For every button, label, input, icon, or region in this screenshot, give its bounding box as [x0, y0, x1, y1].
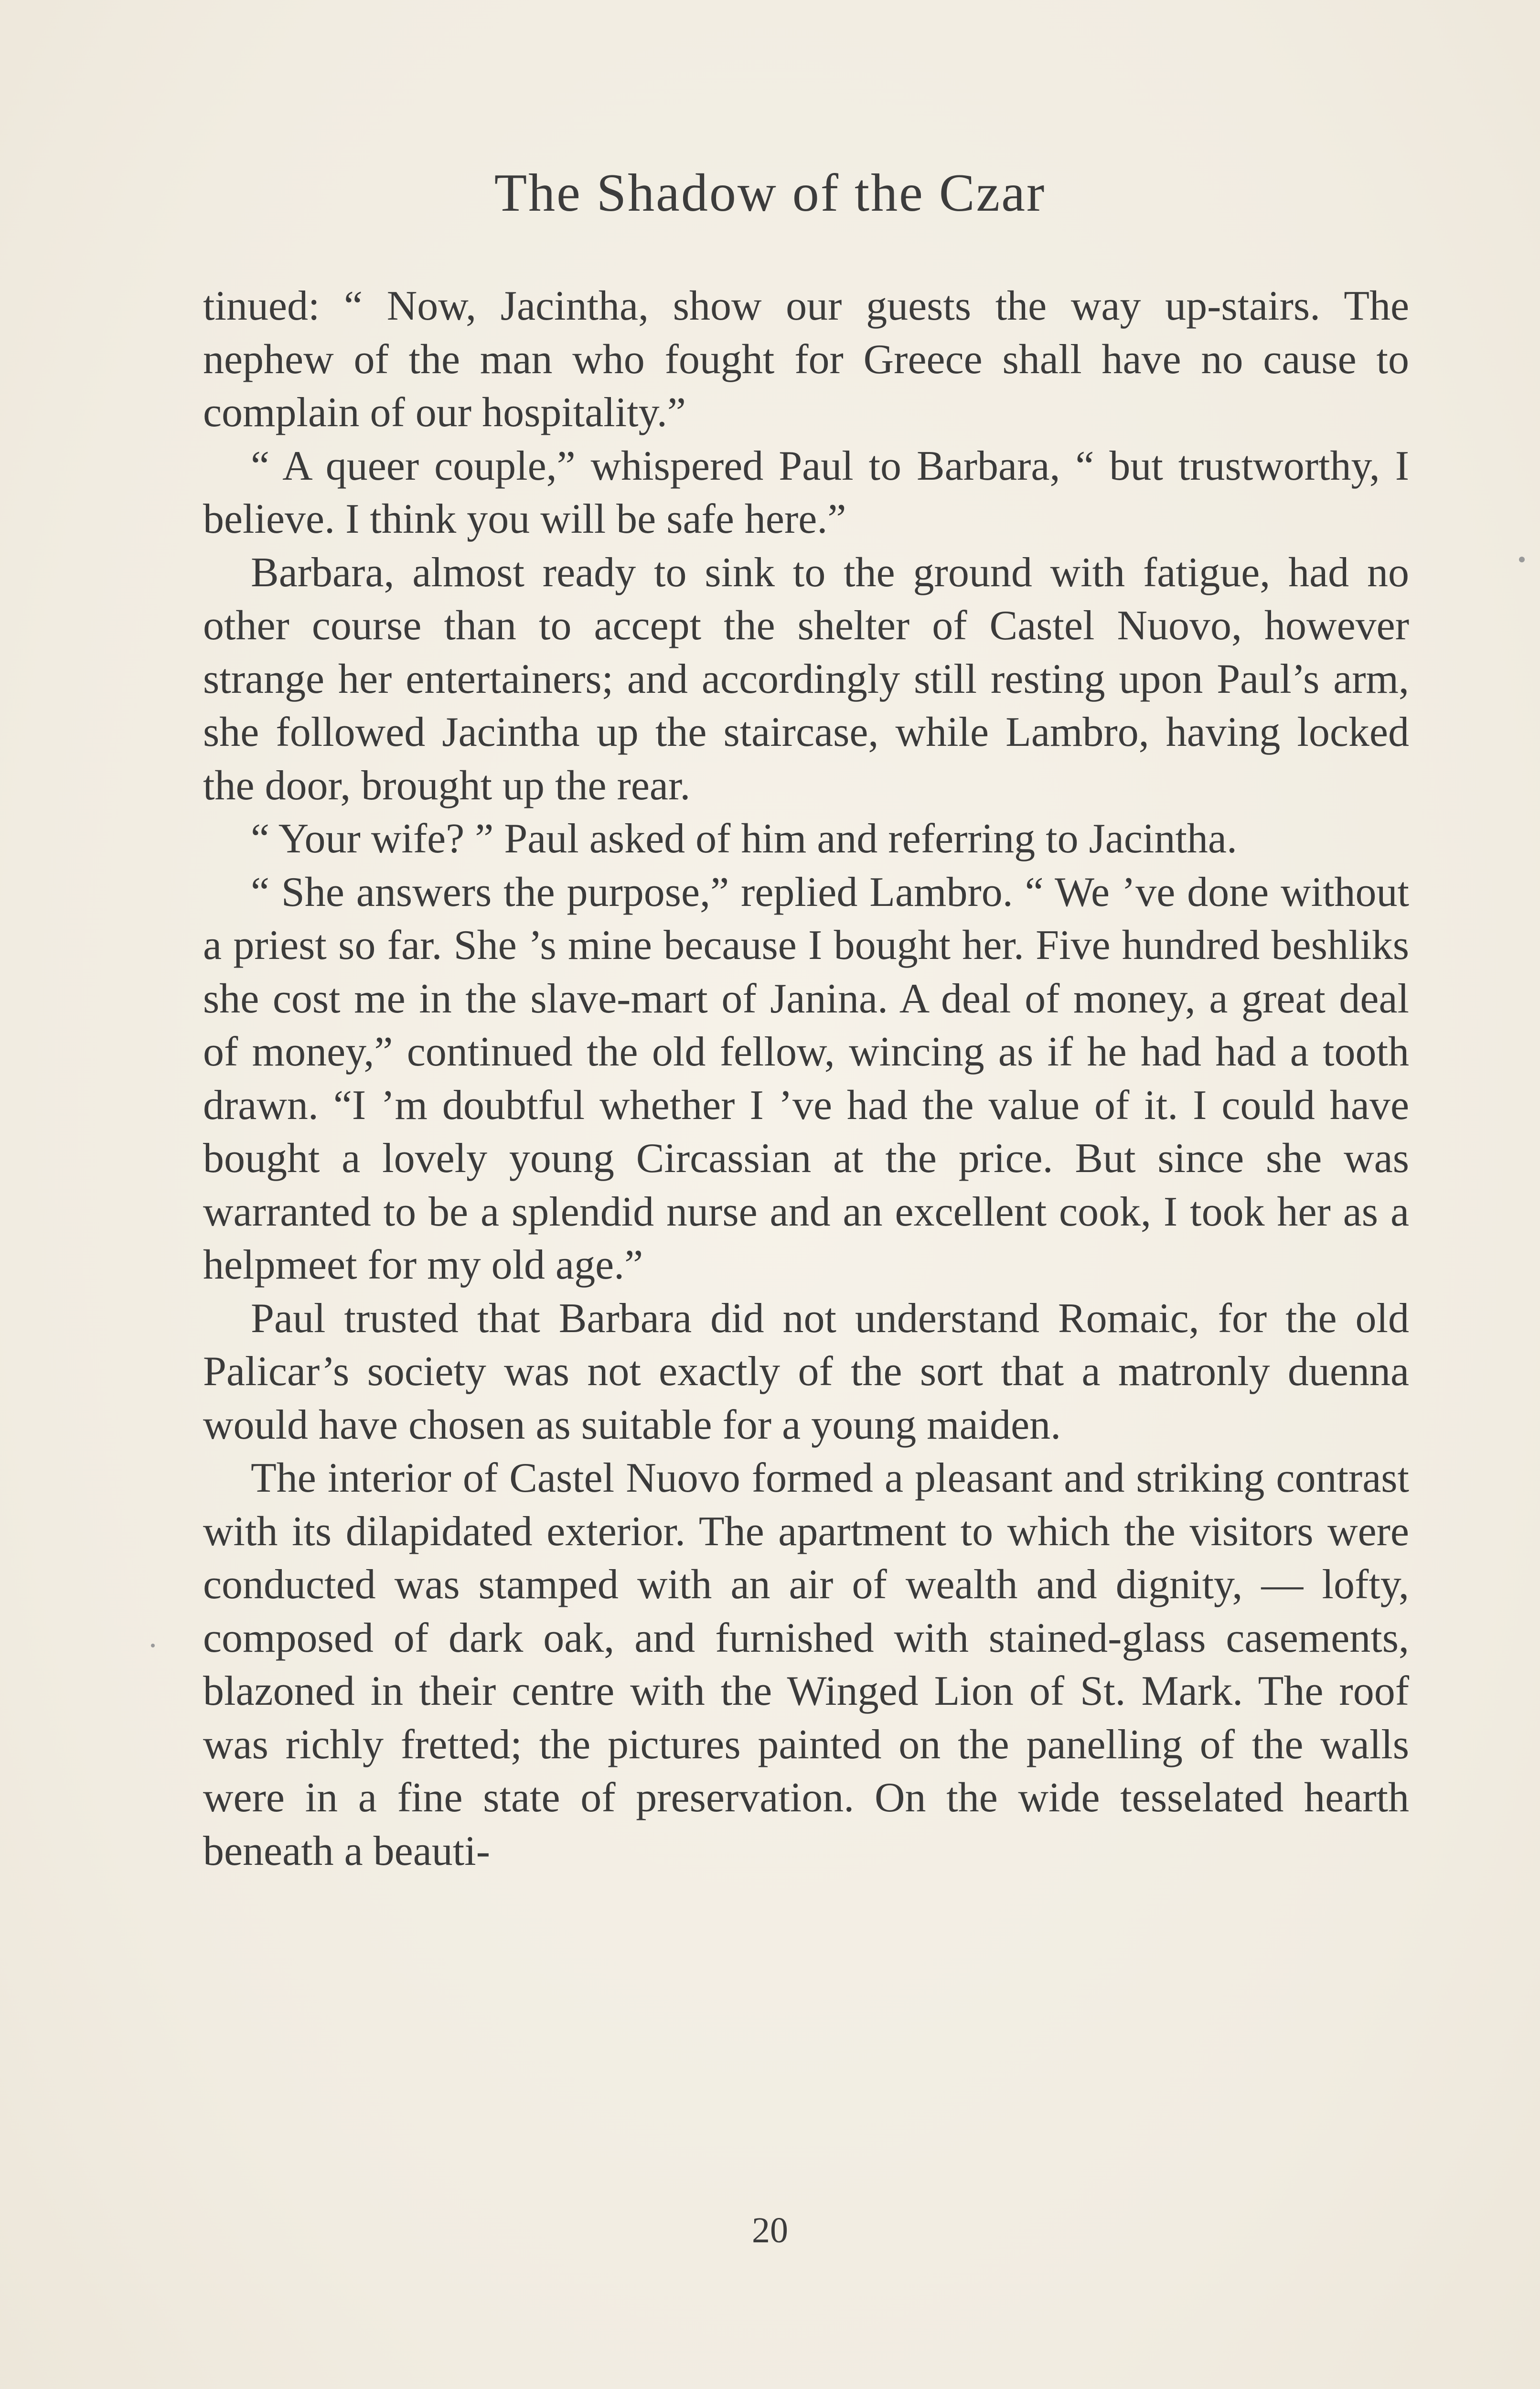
ink-speck	[151, 1644, 155, 1647]
running-head: The Shadow of the Czar	[494, 163, 1046, 223]
paragraph: Paul trusted that Barbara did not understand Romaic, for the old Palicar’s society was not exactly of the sort that a matronly duenna would have chosen as suitable for a young maiden.	[203, 1295, 1409, 1448]
paragraph: tinued: “ Now, Jacintha, show our guests the way up-stairs. The nephew of the man who fought for Greece shall have no cause to complain of our hospitality.”	[203, 283, 1409, 436]
paragraph: Barbara, almost ready to sink to the ground with fatigue, had no other course than to accept the shelter of Castel Nuovo, however strange her entertainers; and accordingly still resting upon Paul’s arm, she followed Jacintha up the staircase, while Lambro, having locked the door, brought up the rear.	[203, 549, 1409, 809]
paragraph: “ She answers the purpose,” replied Lambro. “ We ’ve done without a priest so far. She ’s mine because I bought her. Five hundred beshliks she cost me in the slave-mart of Janina. A deal of money, a great deal of money,” continued the old fellow, wincing as if he had had a tooth drawn. “I ’m doubtful whether I ’ve had the value of it. I could have bought a lovely young Circassian at the price. But since she was warranted to be a splendid nurse and an excellent cook, I took her as a helpmeet for my old age.”	[203, 869, 1409, 1288]
paragraph: “ Your wife? ” Paul asked of him and referring to Jacintha.	[251, 816, 1237, 862]
paragraph: The interior of Castel Nuovo formed a pleasant and striking contrast with its dilapidated exterior. The apartment to which the visitors were conducted was stamped with an air of wealth and dignity, — lofty, composed of dark oak, and furnished with stained-glass casements, blazoned in their centre with the Winged Lion of St. Mark. The roof was richly fretted; the pictures painted on the panelling of the walls were in a fine state of preservation. On the wide tesselated hearth beneath a beauti-	[203, 1455, 1409, 1874]
page-number: 20	[752, 2210, 788, 2250]
body-text	[203, 280, 1409, 1878]
ink-speck	[1519, 557, 1525, 562]
paragraph: “ A queer couple,” whispered Paul to Barbara, “ but trustworthy, I believe. I think you will be safe here.”	[203, 442, 1409, 542]
